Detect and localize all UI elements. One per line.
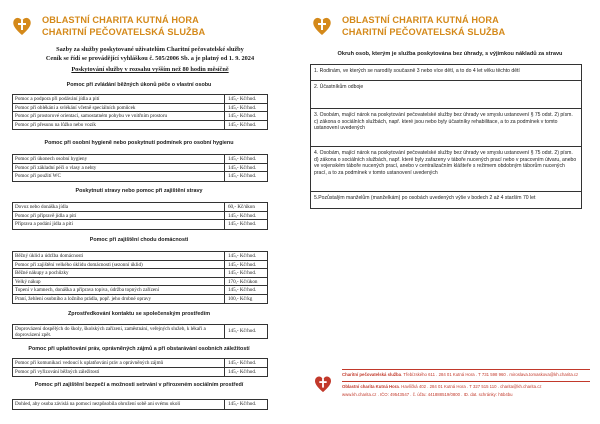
document-subtitle: Ceník se řídí se provádějící vyhláškou č. 505/2006 Sb. a je platný od 1. 9. 2024 [45, 55, 255, 62]
document-title: Sazby za služby poskytované uživatelům Charitní pečovatelské služby [56, 46, 244, 53]
table-row [13, 155, 267, 164]
table-row [13, 286, 267, 295]
price-table [12, 251, 268, 304]
service-label: Běžné nákupy a pochůzky [13, 269, 225, 277]
footer-service-name: Charitní pečovatelská služba [342, 372, 401, 377]
table-row [13, 368, 267, 377]
price-table [12, 324, 268, 339]
service-price: 145,- Kč/hod. [228, 121, 257, 128]
service-label: Pomoc při přípravě jídla a pití [13, 212, 225, 220]
section-heading: Poskytnutí stravy nebo pomoc při zajištění stravy [75, 188, 203, 194]
service-price: 145,- Kč/hod. [228, 328, 257, 334]
table-row [13, 252, 267, 261]
service-price: 145,- Kč/hod. [228, 164, 257, 171]
service-label: Pomoc a podpora při podávání jídla a pití [13, 95, 225, 103]
service-scope-title: Poskytování služby v rozsahu vyšším než 80 hodin měsíčně [71, 66, 229, 73]
brand-line-1: OBLASTNÍ CHARITA KUTNÁ HORA [342, 15, 499, 25]
table-row [13, 400, 267, 409]
service-price: 145,- Kč/hod. [228, 96, 257, 102]
service-label: Praní, žehlení osobního a ložního prádla, popř. jeho drobné opravy [13, 295, 225, 304]
service-label: Pomoc při komunikaci vedoucí k uplatňování práv a oprávněných zájmů [13, 359, 225, 367]
service-price: 145,- Kč/hod. [228, 113, 257, 119]
service-price: 145,- Kč/hod. [228, 173, 257, 179]
section-heading: Pomoc při zvládání běžných úkonů péče o vlastní osobu [66, 82, 212, 88]
service-label: Pomoc při základní péči o vlasy a nehty [13, 164, 225, 172]
footer-org-contact: . Havlíčká 402 . 284 01 Kutná Hora . T 327 515 110 . charita@kh.charita.cz [398, 384, 542, 389]
footer-line-1 [342, 372, 578, 378]
table-row [13, 203, 267, 212]
exemptions-heading: Okruh osob, kterým je služba poskytována bez úhrady, s výjimkou nákladů za stravu [337, 51, 563, 57]
service-label: Příprava a podání jídla a pití [13, 220, 225, 229]
section-heading: Pomoc při osobní hygieně nebo poskytnutí podmínek pro osobní hygienu [44, 140, 234, 146]
service-price: 170,- Kč/úkon [228, 278, 258, 285]
price-table [12, 154, 268, 182]
service-label: Pomoc při úkonech osobní hygieny [13, 155, 225, 163]
service-price: 145,- Kč/hod. [228, 401, 257, 407]
service-label: Pomoc při prostorové orientaci, samostatném pohybu ve vnitřním prostoru [13, 112, 225, 120]
service-price: 145,- Kč/hod. [228, 360, 257, 366]
service-price: 145,- Kč/hod. [228, 270, 257, 276]
table-row [13, 295, 267, 304]
price-table [12, 358, 268, 377]
service-price: 145,- Kč/hod. [228, 261, 257, 268]
service-label: Pomoc při zajištění velkého úklidu domácnosti (sezonní úklid) [13, 261, 225, 269]
section-heading: Pomoc při zajištění chodu domácnosti [89, 237, 189, 243]
service-price: 145,- Kč/hod. [228, 156, 257, 162]
footer-org-name: Oblastní charita Kutná Hora [342, 384, 399, 389]
brand-line-2: CHARITNÍ PEČOVATELSKÁ SLUŽBA [342, 26, 506, 37]
exemption-item: 2. Účastníkům odboje [311, 81, 581, 109]
table-row [13, 172, 267, 181]
table-row [13, 278, 267, 287]
contact-footer [312, 366, 597, 418]
table-row [13, 269, 267, 278]
brand-logo [10, 12, 290, 42]
brand-line-1: OBLASTNÍ CHARITA KUTNÁ HORA [42, 15, 199, 25]
service-price: 60,- Kč/úkon [228, 204, 255, 210]
price-table [12, 94, 268, 130]
service-price: 145,- Kč/hod. [228, 253, 257, 259]
exemption-item: 4. Osobám, mající nárok na poskytování pečovatelské služby bez úhrady ve smyslu ustanovení § 75 odst. 2) písm. d) zákona o sociálních službách, např. které byly zařazeny v táboře nucených prací nebo v pracovním útvaru, anebo ve vojenském táboře nucených prací, anebo v centralizačním klášteře s režimem obdobným táborům nucených prací, a to za podmínek v tomto ustanovení uvedených [311, 147, 581, 192]
service-label: Topení v kamnech, donáška a příprava topiva, údržba topných zařízení [13, 286, 225, 294]
service-label: Dovoz nebo donáška jídla [13, 203, 225, 211]
service-label: Pomoc při přesunu na lůžko nebo vozík [13, 121, 225, 130]
table-row [13, 95, 267, 104]
brand-logo [310, 12, 590, 42]
table-row [13, 212, 267, 221]
charity-heart-icon [310, 14, 334, 38]
service-label: Běžný úklid a údržba domácnosti [13, 252, 225, 260]
service-price: 145,- Kč/hod. [228, 221, 257, 227]
footer-line-2 [342, 384, 542, 390]
section-heading: Zprostředkování kontaktu se společenským prostředím [68, 311, 210, 317]
service-label: Pomoc při oblékání a svlékání včetně speciálních pomůcek [13, 104, 225, 112]
table-row [13, 325, 267, 338]
footer-divider [342, 369, 590, 370]
service-label: Dohled, aby osoba závislá na pomoci nezpůsobila ohrožení sobě ani svému okolí [13, 400, 225, 409]
section-heading: Pomoc při uplatňování práv, oprávněných zájmů a při obstarávání osobních záležitostí [28, 346, 250, 352]
table-row [13, 121, 267, 130]
exemptions-list [310, 64, 582, 209]
service-label: Doprovázení dospělých do školy, školských zařízení, zaměstnání, veřejných služeb, k lékaři a doprovázení zpět. [13, 325, 225, 338]
price-table [12, 399, 268, 410]
footer-line-3: www.kh.charita.cz . IČO: 49543547 . č. účtu: 441888519/0800 . ID. dat. schránky: h5b4bu [342, 392, 513, 397]
service-label: Pomoc při vyřizování běžných záležitostí [13, 368, 225, 377]
service-price: 145,- Kč/hod. [228, 368, 257, 375]
table-row [13, 359, 267, 368]
brand-line-2: CHARITNÍ PEČOVATELSKÁ SLUŽBA [42, 26, 206, 37]
service-price: 100,- Kč/kg [228, 295, 253, 302]
charity-cross-icon [312, 372, 334, 394]
table-row [13, 112, 267, 121]
price-table [12, 202, 268, 230]
service-price: 145,- Kč/hod. [228, 287, 257, 293]
service-label: Velký nákup [13, 278, 225, 286]
table-row [13, 261, 267, 270]
table-row [13, 164, 267, 173]
footer-divider [342, 381, 590, 382]
exemptions-page [300, 0, 600, 424]
exemption-item: 5.Pozůstalým manželům (manželkám) po osobách uvedených výše v bodech 2 až 4 starším 70 let [314, 195, 536, 201]
charity-heart-icon [10, 14, 34, 38]
service-price: 145,- Kč/hod. [228, 104, 257, 111]
section-heading: Pomoc při zajištění bezpečí a možnosti setrvání v přirozeném sociálním prostředí [34, 382, 244, 388]
exemption-item: 1. Rodinám, ve kterých se narodily současně 3 nebo více dětí, a to do 4 let věku těchto dětí [311, 65, 581, 81]
exemption-item: 3. Osobám, mající nárok na poskytování pečovatelské služby bez úhrady ve smyslu ustanovení § 75 odst. 2) písm. c) zákona o sociálních službách, např. které jsou nebo byly účastníky rehabilitace, a to za podmínek v tomto ustanovení uvedených [311, 109, 581, 147]
service-price: 145,- Kč/hod. [228, 212, 257, 219]
table-row [13, 104, 267, 113]
footer-service-contact: . Třebízského 611 . 284 01 Kutná Hora . T 731 598 960 . miroslava.tomaskova@kh.charita.cz [400, 372, 579, 377]
table-row [13, 220, 267, 229]
service-label: Pomoc při použití WC [13, 172, 225, 181]
